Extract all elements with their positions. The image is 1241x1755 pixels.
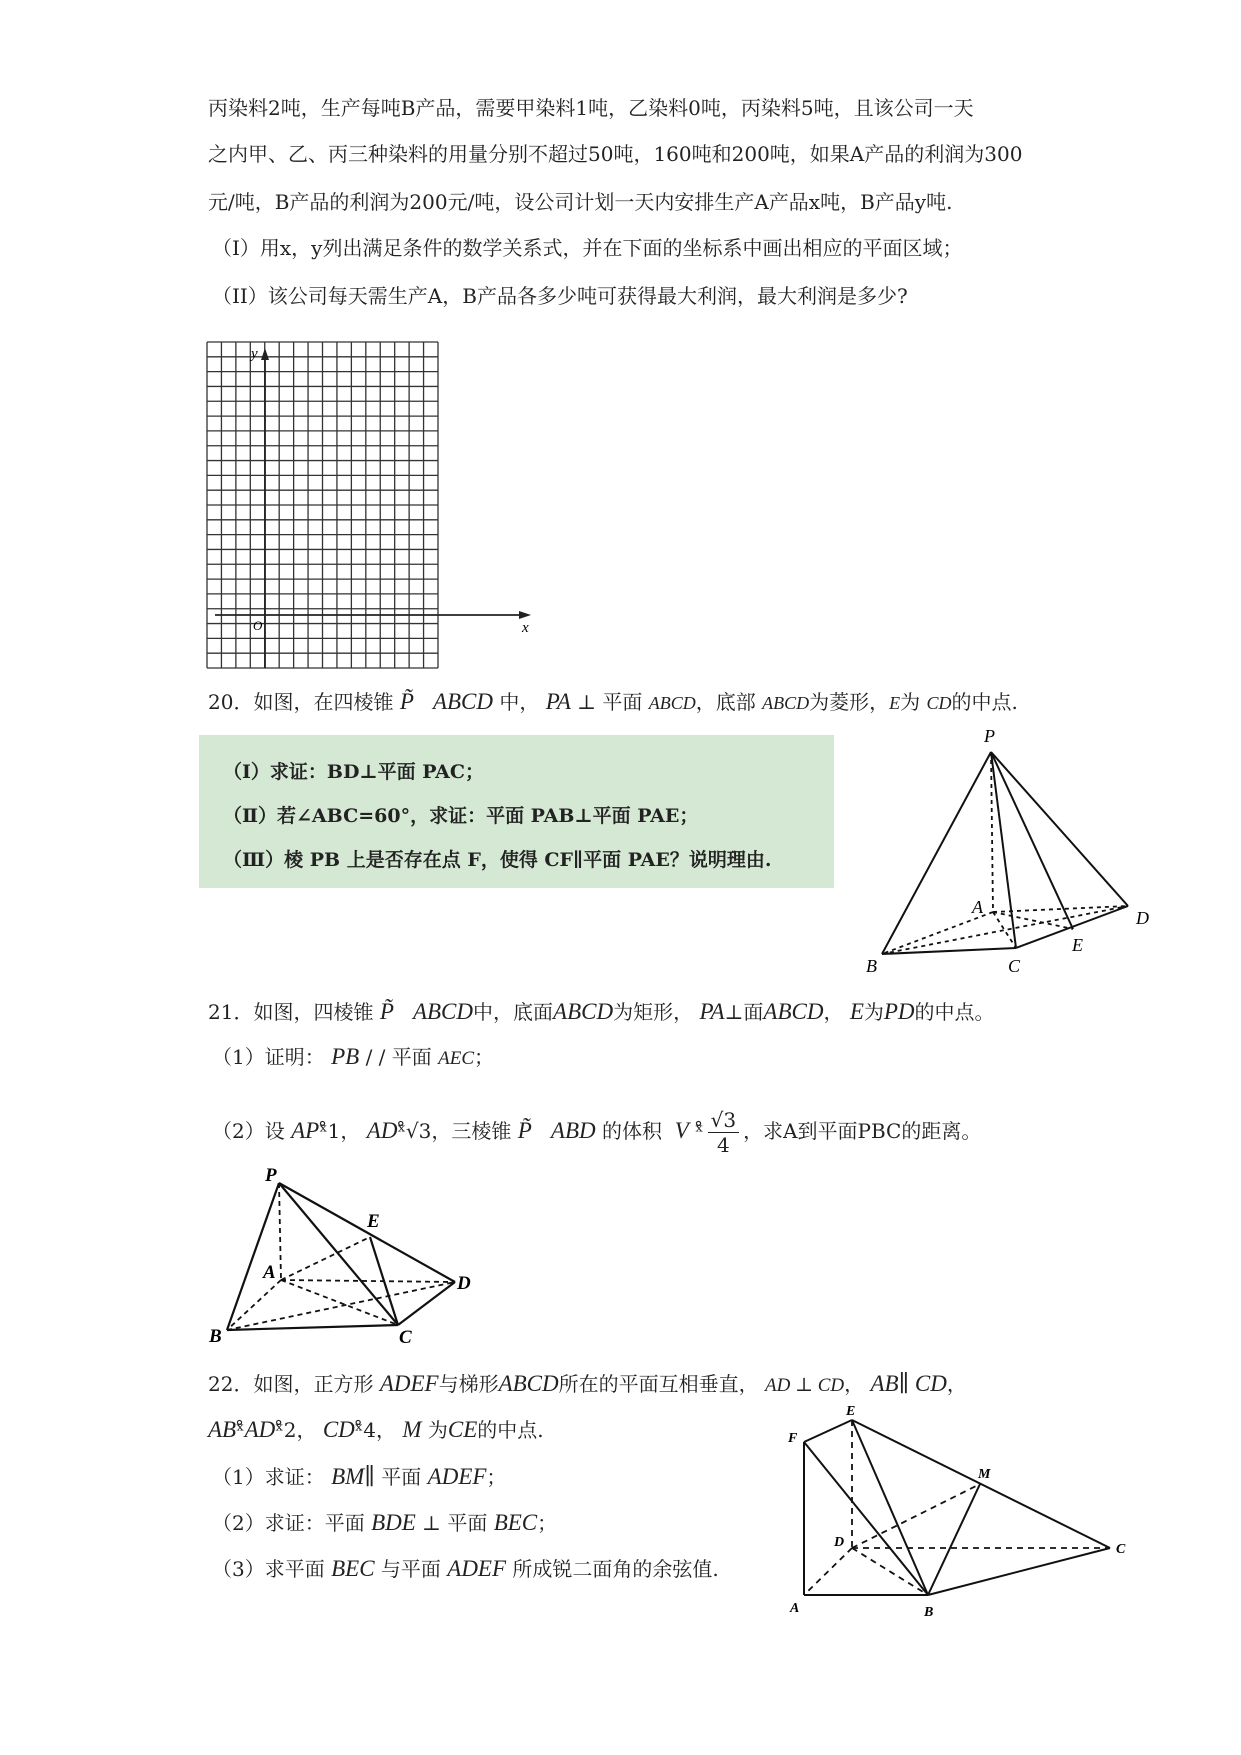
q22-label-E: E	[846, 1404, 856, 1419]
q21-pyramid-figure	[205, 1165, 495, 1345]
q22-stem-2: ABˣ̊ADˣ̊2， CDˣ̊4， M 为CE的中点.	[208, 1417, 544, 1442]
q22-label-D: D	[834, 1535, 845, 1550]
coordinate-grid-figure	[205, 338, 540, 673]
q22-stem-1: 22．如图，正方形 ADEF与梯形ABCD所在的平面互相垂直， AD ⊥ CD， AB∥ CD，	[208, 1371, 967, 1396]
q20-stem: 20．如图，在四棱锥 P̃ ABCD 中， PA ⊥ 平面 ABCD，底部 ABCD为菱形，E为 CD的中点.	[208, 689, 1018, 714]
q22-part-2: （2）求证：平面 BDE ⊥ 平面 BEC；	[212, 1510, 558, 1535]
q19-part-2: （II）该公司每天需生产A，B产品各多少吨可获得最大利润，最大利润是多少?	[212, 284, 908, 308]
q21-label-B: B	[209, 1326, 222, 1345]
q19-line-3: 元/吨，B产品的利润为200元/吨，设公司计划一天内安排生产A产品x吨，B产品y吨.	[208, 190, 953, 214]
q19-line-2: 之内甲、乙、丙三种染料的用量分别不超过50吨，160吨和200吨，如果A产品的利润为300	[208, 142, 1023, 166]
q21-label-C: C	[399, 1327, 412, 1345]
q21-label-A: A	[263, 1262, 276, 1283]
grid-y-label: y	[251, 346, 258, 362]
grid-origin-label: O	[253, 618, 263, 633]
q22-label-A: A	[790, 1601, 800, 1616]
q20-label-B: B	[866, 956, 877, 976]
q20-label-A: A	[972, 897, 983, 917]
q20-highlight-box	[199, 735, 834, 888]
q20-part-iii: （Ⅲ）棱 PB 上是否存在点 F，使得 CF∥平面 PAE？说明理由.	[223, 849, 772, 871]
q22-part-1: （1）求证： BM∥ 平面 ADEF；	[212, 1464, 507, 1489]
q21-stem: 21．如图，四棱锥 P̃ ABCD中，底面ABCD为矩形， PA⊥面ABCD， E为PD的中点。	[208, 999, 995, 1024]
q20-label-E: E	[1072, 935, 1083, 955]
q21-label-P: P	[265, 1165, 277, 1186]
q22-label-F: F	[788, 1431, 798, 1446]
q21-label-E: E	[367, 1211, 380, 1232]
q21-part-2: （2）设 APˣ̊1， ADˣ̊√3，三棱锥 P̃ ABD 的体积 V ˣ̊ $\frac{√3}{4}$ ，求A到平面PBC的距离。	[212, 1108, 982, 1157]
q22-label-M: M	[978, 1467, 991, 1482]
q20-part-ii: （Ⅱ）若∠ABC=60°，求证：平面 PAB⊥平面 PAE；	[223, 805, 699, 827]
q19-part-1: （I）用x，y列出满足条件的数学关系式，并在下面的坐标系中画出相应的平面区域；	[212, 236, 963, 260]
q20-label-P: P	[984, 726, 995, 746]
grid-x-label: x	[522, 620, 529, 636]
q20-part-i: （Ⅰ）求证：BD⊥平面 PAC；	[223, 761, 485, 783]
q22-solid-figure	[780, 1400, 1140, 1630]
q21-part-1: （1）证明： PB / / 平面 AEC；	[212, 1044, 495, 1069]
q19-line-1: 丙染料2吨，生产每吨B产品，需要甲染料1吨，乙染料0吨，丙染料5吨，且该公司一天	[208, 96, 974, 120]
q22-part-3: （3）求平面 BEC 与平面 ADEF 所成锐二面角的余弦值.	[212, 1556, 719, 1581]
q21-fraction: $\frac{√3}{4}$	[708, 1108, 739, 1157]
q20-label-D: D	[1136, 908, 1149, 928]
q21-label-D: D	[457, 1273, 471, 1294]
q20-label-C: C	[1008, 956, 1021, 976]
q22-label-C: C	[1116, 1542, 1126, 1557]
q20-pyramid-figure	[860, 720, 1160, 980]
q22-label-B: B	[924, 1605, 934, 1620]
